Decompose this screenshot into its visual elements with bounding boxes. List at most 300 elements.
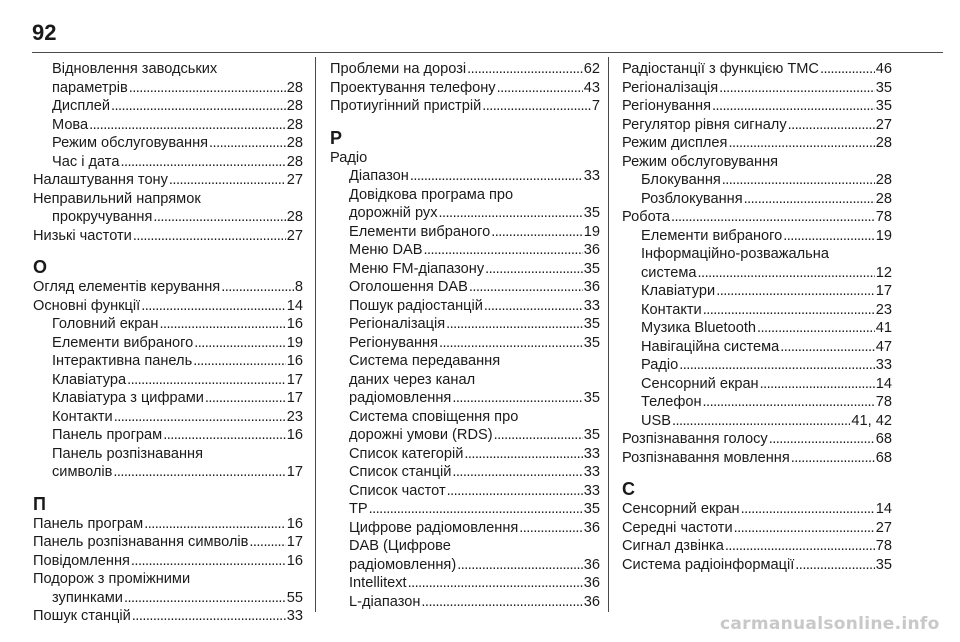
dot-leader <box>452 463 582 482</box>
page-ref: 33 <box>583 482 600 499</box>
dot-leader <box>127 371 286 390</box>
entry-text: Регулятор рівня сигналу <box>622 116 787 133</box>
page-ref: 62 <box>583 61 600 77</box>
entry-text: Протиугінний пристрій <box>330 98 482 114</box>
index-entry <box>33 515 303 534</box>
dot-leader <box>421 593 582 612</box>
index-subentry <box>330 519 600 538</box>
entry-text: Сенсорний екран <box>641 375 759 392</box>
dot-leader <box>703 393 875 412</box>
dot-leader <box>452 389 582 408</box>
page-ref: 19 <box>583 223 600 240</box>
page-ref: 17 <box>286 390 303 406</box>
index-entry <box>622 556 892 575</box>
page-ref: 28 <box>875 190 892 207</box>
page-ref: 33 <box>875 357 892 373</box>
dot-leader <box>120 153 285 172</box>
page-ref: 36 <box>583 279 600 295</box>
entry-text: система <box>641 264 697 281</box>
page-ref: 68 <box>875 431 892 447</box>
entry-text: Цифрове радіомовлення <box>349 519 519 536</box>
index-entry <box>33 570 303 589</box>
entry-text: Повідомлення <box>33 552 130 569</box>
entry-text: Регіонування <box>349 334 438 351</box>
index-subentry <box>33 463 303 482</box>
entry-text: символів <box>52 464 113 480</box>
page-ref: 47 <box>875 338 892 355</box>
dot-leader <box>791 449 875 468</box>
dot-leader <box>205 389 286 408</box>
page-ref: 7 <box>591 98 600 114</box>
page-ref: 41, 42 <box>851 412 892 429</box>
entry-text: Розпізнавання голосу <box>622 431 768 447</box>
entry-text: радіомовлення) <box>349 556 457 573</box>
page-ref: 17 <box>286 371 303 388</box>
index-subentry <box>330 278 600 297</box>
index-entry <box>622 208 892 227</box>
dot-leader <box>741 500 875 519</box>
page-ref: 17 <box>875 283 892 299</box>
index-subentry <box>622 356 892 375</box>
dot-leader <box>485 260 583 279</box>
index-subentry <box>33 97 303 116</box>
entry-text: Навігаційна система <box>641 338 780 355</box>
dot-leader <box>712 97 875 116</box>
dot-leader <box>447 482 583 501</box>
entry-text: Система сповіщення про <box>349 408 519 425</box>
entry-text: радіомовлення <box>349 390 452 406</box>
entry-text: Оголошення DAB <box>349 279 468 295</box>
dot-leader <box>113 463 285 482</box>
index-subentry <box>622 338 892 357</box>
entry-text: Основні функції <box>33 297 141 314</box>
index-subentry <box>622 190 892 209</box>
index-column-3 <box>622 60 892 574</box>
watermark: carmanualsonline.info <box>720 614 940 634</box>
dot-leader <box>111 97 286 116</box>
page-ref: 33 <box>583 445 600 462</box>
entry-text: Неправильний напрямок <box>33 190 201 207</box>
entry-text: TP <box>349 501 368 517</box>
page-ref: 14 <box>875 375 892 392</box>
page-ref: 28 <box>286 135 303 151</box>
page-ref: 46 <box>875 61 892 77</box>
page-ref: 12 <box>875 264 892 281</box>
index-entry <box>33 552 303 571</box>
dot-leader <box>369 500 583 519</box>
index-entry <box>33 607 303 626</box>
index-subentry <box>33 352 303 371</box>
dot-leader <box>760 375 875 394</box>
index-subentry <box>330 297 600 316</box>
dot-leader <box>439 204 583 223</box>
dot-leader <box>716 282 875 301</box>
page-ref: 33 <box>583 168 600 184</box>
index-entry <box>33 533 303 552</box>
dot-leader <box>491 223 583 242</box>
dot-leader <box>719 79 875 98</box>
index-subentry <box>330 371 600 390</box>
dot-leader <box>159 315 285 334</box>
entry-text: Сенсорний екран <box>622 501 740 517</box>
page-ref: 28 <box>286 79 303 96</box>
dot-leader <box>780 338 874 357</box>
entry-text: Меню FM-діапазону <box>349 260 485 277</box>
index-entry <box>33 190 303 209</box>
index-entry <box>330 60 600 79</box>
index-subentry <box>330 500 600 519</box>
page-ref: 16 <box>286 353 303 369</box>
entry-text: дорожній рух <box>349 205 438 221</box>
page-number: 92 <box>32 20 57 45</box>
entry-text: Налаштування тону <box>33 172 168 188</box>
page-ref: 43 <box>583 79 600 96</box>
dot-leader <box>464 445 582 464</box>
page-ref: 8 <box>294 279 303 295</box>
page-ref: 23 <box>875 301 892 318</box>
entry-text: Інтерактивна панель <box>52 353 193 369</box>
page-ref: 23 <box>286 408 303 425</box>
entry-text: Інформаційно-розважальна <box>641 246 829 262</box>
index-subentry <box>330 223 600 242</box>
page-ref: 16 <box>286 316 303 332</box>
entry-text: Радіо <box>641 357 679 373</box>
dot-leader <box>169 171 286 190</box>
index-subentry <box>330 482 600 501</box>
index-subentry <box>33 116 303 135</box>
index-entry <box>622 449 892 468</box>
index-subentry <box>33 408 303 427</box>
entry-text: Список частот <box>349 482 446 499</box>
entry-text: Радіостанції з функцією TMC <box>622 61 819 77</box>
entry-text: Панель розпізнавання символів <box>33 534 249 550</box>
dot-leader <box>795 556 874 575</box>
page-ref: 16 <box>286 552 303 569</box>
entry-text: Регіоналізація <box>349 316 446 332</box>
entry-text: параметрів <box>52 79 128 96</box>
page-ref: 35 <box>875 98 892 114</box>
dot-leader <box>482 97 591 116</box>
page-ref: 27 <box>286 227 303 244</box>
entry-text: Пошук радіостанцій <box>349 297 483 314</box>
dot-leader <box>703 301 875 320</box>
entry-text: Блокування <box>641 172 721 188</box>
page-ref: 36 <box>583 242 600 258</box>
index-subentry <box>33 389 303 408</box>
index-subentry <box>33 371 303 390</box>
dot-leader <box>469 278 583 297</box>
entry-text: USB <box>641 412 672 429</box>
page-ref: 33 <box>286 608 303 624</box>
page-ref: 16 <box>286 515 303 532</box>
index-subentry <box>622 245 892 264</box>
page-ref: 35 <box>583 501 600 517</box>
dot-leader <box>725 537 875 556</box>
entry-text: Довідкова програма про <box>349 186 514 203</box>
dot-leader <box>131 552 286 571</box>
index-subentry <box>622 393 892 412</box>
dot-leader <box>820 60 875 79</box>
entry-text: Низькі частоти <box>33 227 132 244</box>
entry-text: L-діапазон <box>349 593 421 610</box>
entry-text: Система передавання <box>349 353 501 369</box>
entry-text: Робота <box>622 209 670 225</box>
index-subentry <box>330 445 600 464</box>
page-ref: 35 <box>875 79 892 96</box>
dot-leader <box>698 264 875 283</box>
page-ref: 35 <box>583 260 600 277</box>
index-subentry <box>330 389 600 408</box>
page-ref: 35 <box>583 427 600 443</box>
dot-leader <box>671 208 875 227</box>
dot-leader <box>519 519 582 538</box>
index-subentry <box>330 186 600 205</box>
page-ref: 35 <box>583 316 600 332</box>
dot-leader <box>209 134 286 153</box>
header-rule <box>32 52 943 53</box>
index-entry <box>622 537 892 556</box>
page-ref: 28 <box>875 172 892 188</box>
entry-text: Музика Bluetooth <box>641 320 757 336</box>
index-subentry <box>330 352 600 371</box>
entry-text: Відновлення заводських <box>52 61 218 77</box>
dot-leader <box>124 589 286 608</box>
entry-text: Регіоналізація <box>622 79 719 96</box>
section-letter: П <box>33 493 46 514</box>
entry-text: Режим дисплея <box>622 135 728 151</box>
index-entry <box>622 97 892 116</box>
index-subentry <box>330 593 600 612</box>
page-ref: 16 <box>286 427 303 443</box>
index-subentry <box>33 208 303 227</box>
page-ref: 27 <box>875 116 892 133</box>
dot-leader <box>221 278 294 297</box>
entry-text: Елементи вибраного <box>52 334 194 351</box>
entry-text: Розпізнавання мовлення <box>622 449 790 466</box>
page-ref: 33 <box>583 297 600 314</box>
page-ref: 36 <box>583 593 600 610</box>
page-ref: 35 <box>875 556 892 573</box>
page-ref: 14 <box>286 297 303 314</box>
page-ref: 35 <box>583 390 600 406</box>
index-subentry <box>330 260 600 279</box>
index-entry <box>33 278 303 297</box>
dot-leader <box>193 352 286 371</box>
page-ref: 36 <box>583 556 600 573</box>
index-subentry <box>622 375 892 394</box>
column-divider <box>608 57 609 612</box>
page-ref: 35 <box>583 334 600 351</box>
entry-text: Пошук станцій <box>33 608 131 624</box>
page-ref: 78 <box>875 394 892 410</box>
dot-leader <box>467 60 583 79</box>
index-entry <box>622 153 892 172</box>
page-ref: 19 <box>286 334 303 351</box>
dot-leader <box>457 556 583 575</box>
dot-leader <box>89 116 286 135</box>
entry-text: Панель розпізнавання <box>52 445 203 462</box>
page-ref: 35 <box>583 205 600 221</box>
page-ref: 36 <box>583 575 600 591</box>
index-entry <box>622 79 892 98</box>
dot-leader <box>757 319 875 338</box>
index-subentry <box>330 408 600 427</box>
page-ref: 33 <box>583 464 600 480</box>
entry-text: Список категорій <box>349 445 464 462</box>
index-subentry <box>622 227 892 246</box>
page-ref: 28 <box>286 98 303 114</box>
entry-text: Система радіоінформації <box>622 556 795 573</box>
index-subentry <box>33 426 303 445</box>
entry-text: Регіонування <box>622 98 711 114</box>
dot-leader <box>129 79 286 98</box>
entry-text: Елементи вибраного <box>641 227 783 244</box>
dot-leader <box>722 171 875 190</box>
page-ref: 14 <box>875 501 892 517</box>
dot-leader <box>769 430 875 449</box>
index-subentry <box>330 463 600 482</box>
dot-leader <box>783 227 875 246</box>
entry-text: Діапазон <box>349 168 409 184</box>
page-ref: 17 <box>286 464 303 480</box>
dot-leader <box>744 190 875 209</box>
entry-text: Клавіатура <box>52 371 127 388</box>
entry-text: Панель програм <box>33 515 144 532</box>
entry-text: Телефон <box>641 394 702 410</box>
index-subentry <box>33 79 303 98</box>
entry-text: Дисплей <box>52 98 111 114</box>
index-subentry <box>330 241 600 260</box>
dot-leader <box>114 408 286 427</box>
index-column-1 <box>33 60 303 626</box>
entry-text: даних через канал <box>349 371 476 388</box>
page-ref: 27 <box>875 519 892 536</box>
dot-leader <box>163 426 286 445</box>
entry-text: Огляд елементів керування <box>33 279 221 295</box>
entry-text: Intellitext <box>349 575 407 591</box>
index-subentry <box>33 60 303 79</box>
page-ref: 27 <box>286 172 303 188</box>
index-subentry <box>330 556 600 575</box>
dot-leader <box>144 515 286 534</box>
index-subentry <box>622 301 892 320</box>
page-ref: 28 <box>286 209 303 225</box>
page-ref: 78 <box>875 538 892 554</box>
dot-leader <box>410 167 583 186</box>
dot-leader <box>424 241 583 260</box>
index-subentry <box>622 319 892 338</box>
index-subentry <box>622 264 892 283</box>
page-ref: 28 <box>875 135 892 151</box>
index-subentry <box>33 315 303 334</box>
section-letter: О <box>33 257 48 277</box>
entry-text: Режим обслуговування <box>52 135 209 151</box>
entry-text: Середні частоти <box>622 519 733 536</box>
dot-leader <box>141 297 286 316</box>
dot-leader <box>132 607 286 626</box>
index-subentry <box>33 153 303 172</box>
dot-leader <box>672 412 850 431</box>
index-entry <box>33 297 303 316</box>
entry-text: Час і дата <box>52 153 120 170</box>
dot-leader <box>484 297 583 316</box>
index-subentry <box>33 334 303 353</box>
index-subentry <box>622 282 892 301</box>
entry-text: Контакти <box>641 301 702 318</box>
index-entry <box>622 519 892 538</box>
entry-text: прокручування <box>52 209 153 225</box>
page-ref: 78 <box>875 209 892 225</box>
page-ref: 36 <box>583 519 600 536</box>
dot-leader <box>734 519 875 538</box>
page-ref: 28 <box>286 116 303 133</box>
dot-leader <box>446 315 583 334</box>
dot-leader <box>494 426 583 445</box>
index-subentry <box>33 445 303 464</box>
index-entry <box>622 60 892 79</box>
index-column-2 <box>330 60 600 611</box>
index-entry <box>33 227 303 246</box>
index-subentry <box>330 167 600 186</box>
page-ref: 41 <box>875 320 892 336</box>
dot-leader <box>728 134 874 153</box>
index-entry <box>33 171 303 190</box>
entry-text: Клавіатура з цифрами <box>52 390 204 406</box>
index-subentry <box>622 412 892 431</box>
index-subentry <box>330 574 600 593</box>
index-entry <box>330 97 600 116</box>
entry-text: Режим обслуговування <box>622 153 779 170</box>
index-subentry <box>330 204 600 223</box>
entry-text: Сигнал дзвінка <box>622 538 724 554</box>
index-entry <box>622 430 892 449</box>
dot-leader <box>194 334 286 353</box>
index-subentry <box>330 426 600 445</box>
page-ref: 55 <box>286 589 303 606</box>
page-ref: 28 <box>286 153 303 170</box>
dot-leader <box>439 334 583 353</box>
index-subentry <box>330 537 600 556</box>
entry-text: Головний екран <box>52 316 159 332</box>
column-divider <box>315 57 316 612</box>
dot-leader <box>788 116 875 135</box>
index-subentry <box>33 589 303 608</box>
section-letter: С <box>622 479 635 499</box>
entry-text: Меню DAB <box>349 242 423 258</box>
entry-text: Список станцій <box>349 464 452 480</box>
index-entry <box>622 500 892 519</box>
dot-leader <box>497 79 583 98</box>
entry-text: Проектування телефону <box>330 79 496 96</box>
index-subentry <box>330 334 600 353</box>
entry-text: Контакти <box>52 408 113 425</box>
section-letter: Р <box>330 127 343 148</box>
entry-text: дорожні умови (RDS) <box>349 427 493 443</box>
page-ref: 19 <box>875 227 892 244</box>
dot-leader <box>408 574 583 593</box>
entry-text: Радіо <box>330 149 368 166</box>
dot-leader <box>249 533 285 552</box>
dot-leader <box>679 356 875 375</box>
index-subentry <box>33 134 303 153</box>
index-subentry <box>622 171 892 190</box>
index-entry <box>330 79 600 98</box>
entry-text: зупинками <box>52 589 123 606</box>
entry-text: Панель програм <box>52 427 163 443</box>
index-subentry <box>330 315 600 334</box>
page-ref: 68 <box>875 449 892 466</box>
index-entry <box>330 149 600 168</box>
